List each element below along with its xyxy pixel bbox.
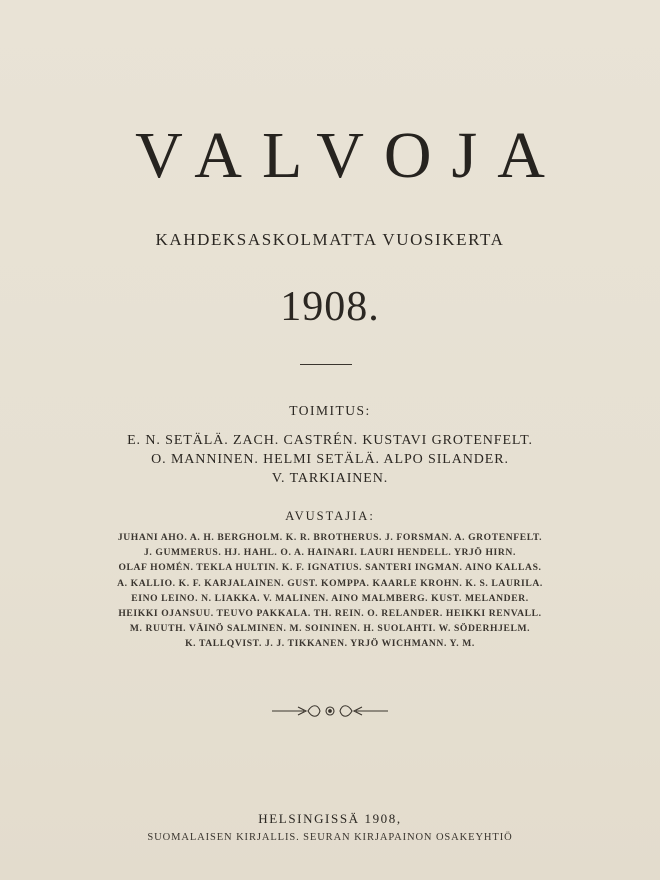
contributors-line: OLAF HOMÉN. TEKLA HULTIN. K. F. IGNATIUS. SANTERI INGMAN. AINO KALLAS. bbox=[118, 562, 542, 574]
editors-list bbox=[0, 431, 660, 488]
contributors-line: JUHANI AHO. A. H. BERGHOLM. K. R. BROTHERUS. J. FORSMAN. A. GROTENFELT. bbox=[117, 532, 543, 543]
contributors-list bbox=[0, 530, 660, 652]
divider-rule bbox=[300, 364, 352, 365]
imprint-printer: SUOMALAISEN KIRJALLIS. SEURAN KIRJAPAINON OSAKEYHTIÖ bbox=[147, 832, 513, 843]
contributors-line: EINO LEINO. N. LIAKKA. V. MALINEN. AINO MALMBERG. KUST. MELANDER. bbox=[131, 592, 529, 604]
contributors-line: HEIKKI OJANSUU. TEUVO PAKKALA. TH. REIN. O. RELANDER. HEIKKI RENVALL. bbox=[118, 608, 542, 620]
publication-year: 1908. bbox=[280, 284, 380, 330]
editors-label: TOIMITUS: bbox=[289, 403, 371, 418]
contributors-line: J. GUMMERUS. HJ. HAHL. O. A. HAINARI. LAURI HENDELL. YRJÖ HIRN. bbox=[144, 547, 516, 559]
editors-line: O. MANNINEN. HELMI SETÄLÄ. ALPO SILANDER. bbox=[151, 452, 509, 467]
contributors-line: A. KALLIO. K. F. KARJALAINEN. GUST. KOMPPA. KAARLE KROHN. K. S. LAURILA. bbox=[117, 577, 543, 589]
volume-subtitle: KAHDEKSASKOLMATTA VUOSIKERTA bbox=[155, 230, 505, 249]
journal-title: VALVOJA bbox=[135, 119, 565, 192]
fleuron-ornament-icon bbox=[268, 701, 392, 721]
contributors-line: K. TALLQVIST. J. J. TIKKANEN. YRJÖ WICHMANN. Y. M. bbox=[185, 638, 475, 650]
contributors-line: M. RUUTH. VÄINÖ SALMINEN. M. SOININEN. H. SUOLAHTI. W. SÖDERHJELM. bbox=[129, 623, 531, 635]
editors-line: V. TARKIAINEN. bbox=[271, 471, 389, 486]
editors-line: E. N. SETÄLÄ. ZACH. CASTRÉN. KUSTAVI GROTENFELT. bbox=[127, 433, 533, 448]
contributors-label: AVUSTAJIA: bbox=[285, 509, 375, 523]
imprint-city: HELSINGISSÄ 1908, bbox=[258, 811, 402, 826]
